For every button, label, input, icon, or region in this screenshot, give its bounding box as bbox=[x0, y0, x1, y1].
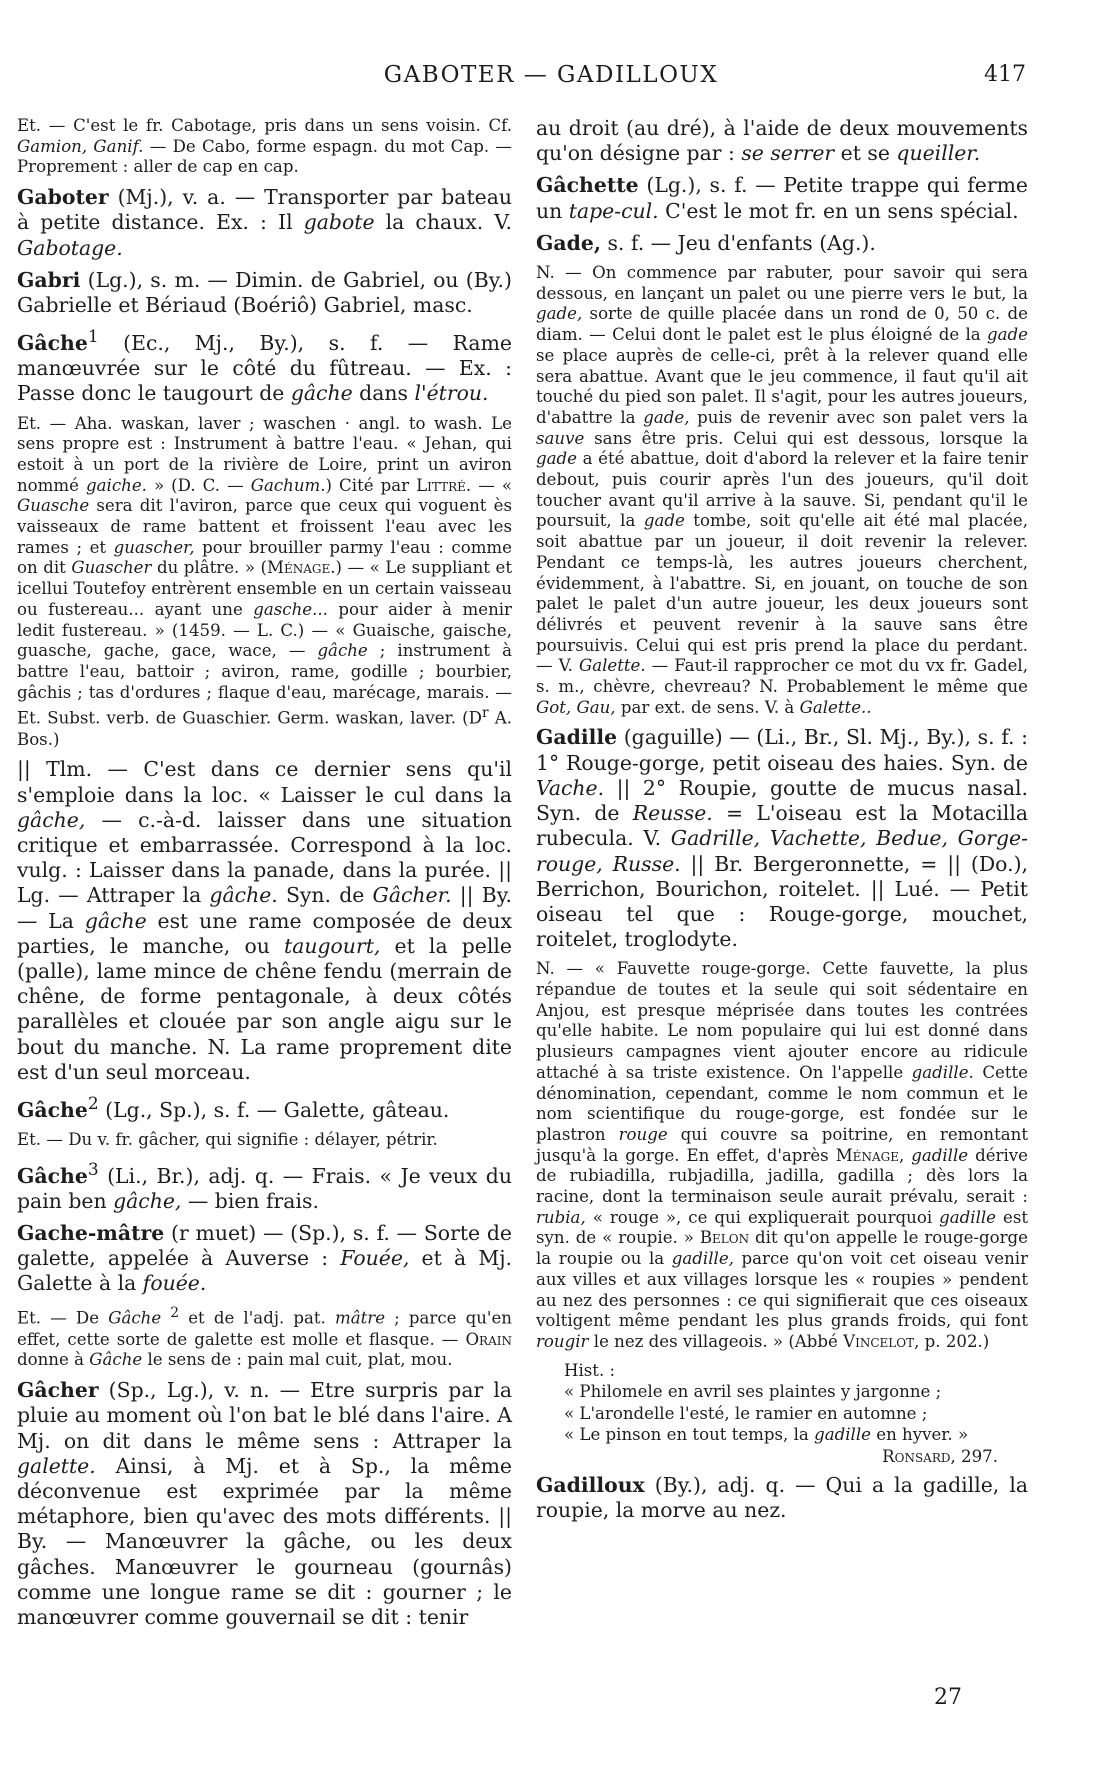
entry-gade: Gade, s. f. — Jeu d'enfants (Ag.). bbox=[536, 230, 876, 255]
entry-gachette: Gâchette (Lg.), s. f. — Petite trappe qui ferme un tape-cul. C'est le mot fr. en un sens spécial. bbox=[536, 173, 1028, 223]
entry-gache-1: Gâche$^1$ (Ec., Mj., By.), s. f. — Rame manœuvrée sur le côté du fûtreau. — Ex. : Passe donc le taugourt de gâche dans l'étrou. bbox=[17, 327, 512, 406]
right-column bbox=[536, 116, 1028, 1531]
etymology-gache-1: Et. — Aha. waskan, laver ; waschen · angl. to wash. Le sens propre est : Instrument à battre l'eau. « Jehan, qui estoit à un port de la rivière de Loire, print un aviron nommé gaiche. » (D. C. — Gachum.) Cité par Littré. — « Guasche sera dit l'aviron, parce que ceux qui voguent ès vaisseaux de rame battent et froissent l'eau avec les rames ; et guascher, pour brouiller parmy l'eau : comme on dit Guascher du plâtre. » (Ménage.) — « Le suppliant et icellui Toutefoy entrèrent ensemble en un certain vaisseau ou fustereau... ayant une gasche... pour aider à menir ledit fustereau. » (1459. — L. C.) — « Guaische, gaische, guasche, gache, gace, wace, — gâche ; instrument à battre l'eau, battoir ; aviron, rame, godille ; bourbier, gâchis ; tas d'ordures ; flaque d'eau, marécage, marais. — Et. Subst. verb. de Guaschier. Germ. waskan, laver. ($D^r$ A. Bos.) bbox=[17, 413, 512, 749]
historical-quotation bbox=[536, 1360, 1028, 1468]
hist-label: Hist. : bbox=[564, 1360, 616, 1380]
headword: Gadilloux bbox=[536, 1473, 645, 1498]
verse-line: « Philomele en avril ses plaintes y jargonne ; bbox=[564, 1382, 942, 1402]
verse-line: « L'arondelle l'esté, le ramier en automne ; bbox=[564, 1403, 928, 1423]
headword: Gade, bbox=[536, 230, 601, 255]
entry-gadille: Gadille (gaguille) — (Li., Br., Sl. Mj., By.), s. f. : 1° Rouge-gorge, petit oiseau des haies. Syn. de Vache. || 2° Roupie, goutte de mucus nasal. Syn. de Reusse. = L'oiseau est la Motacilla rubecula. V. Gadrille, Vachette, Bedue, Gorge-rouge, Russe. || Br. Bergeronnette, = || (Do.), Berrichon, Bourichon, roitelet. || Lué. — Petit oiseau tel que : Rouge-gorge, mouchet, roitelet, troglodyte. bbox=[536, 725, 1029, 952]
entry-gadilloux: Gadilloux (By.), adj. q. — Qui a la gadille, la roupie, la morve au nez. bbox=[536, 1473, 1028, 1523]
entry-gache-2: Gâche$^2$ (Lg., Sp.), s. f. — Galette, gâteau. bbox=[17, 1093, 450, 1122]
page-number: 417 bbox=[984, 62, 1026, 87]
headword: Gache-mâtre bbox=[17, 1220, 165, 1245]
headword: Gaboter bbox=[17, 185, 109, 210]
headword: Gadille bbox=[536, 725, 618, 750]
left-column bbox=[17, 116, 512, 1637]
note-gadille: N. — « Fauvette rouge-gorge. Cette fauvette, la plus répandue de toutes et la seule qui soit sédentaire en Anjou, est presque méprisée dans toutes les contrées qu'elle habite. Le nom populaire qui lui est donné dans plusieurs campagnes vient ajouter encore au ridicule attaché à sa triste existence. On l'appelle gadille. Cette dénomination, cependant, comme le nom commun et le nom scientifique du rouge-gorge, est fondée sur le plastron rouge qui couvre sa poitrine, en remontant jusqu'à la gorge. En effet, d'après Ménage, gadille dérive de rubiadilla, rubjadilla, jadilla, gadilla ; dès lors la racine, dont la terminaison seule aurait prévalu, serait : rubia, « rouge », ce qui expliquerait pourquoi gadille est syn. de « roupie. » Belon dit qu'on appelle le rouge-gorge la roupie ou la gadille, parce qu'on voit cet oiseau venir aux villes et aux villages lorsque les « roupies » pendent au nez des personnes : ce qui signifierait que ces oiseaux voltigent même pendant les plus grands froids, qui font rougir le nez des villageois. » (Abbé Vincelot, p. 202.) bbox=[536, 959, 1029, 1351]
headword: Gabri bbox=[17, 267, 81, 292]
headword: Gâche bbox=[17, 330, 88, 355]
entry-gabri: Gabri (Lg.), s. m. — Dimin. de Gabriel, ou (By.) Gabrielle et Bériaud (Boériô) Gabriel, masc. bbox=[17, 267, 512, 317]
verse-line: « Le pinson en tout temps, la gadille en hyver. » bbox=[564, 1425, 969, 1445]
headword: Gâche bbox=[17, 1097, 88, 1122]
entry-gacher: Gâcher (Sp., Lg.), v. n. — Etre surpris par la pluie au moment où l'on bat le blé dans l'aire. A Mj. on dit dans le même sens : Attraper la galette. Ainsi, à Mj. et à Sp., la même déconvenue est exprimée par la même métaphore, bien qu'avec des mots différents. || By. — Manœuvrer la gâche, ou les deux gâches. Manœuvrer le gourneau (gournâs) comme une longue rame se dit : gourner ; le manœuvrer comme gouvernail se dit : tenir bbox=[17, 1378, 512, 1629]
signature-mark: 27 bbox=[934, 1685, 962, 1710]
etymology-gache-matre: Et. — De Gâche $^2$ et de l'adj. pat. mâtre ; parce qu'en effet, cette sorte de galette est molle et flasque. — Orain donne à Gâche le sens de : pain mal cuit, plat, mou. bbox=[17, 1305, 512, 1370]
headword: Gâche bbox=[17, 1163, 88, 1188]
etymology-gabotage: Et. — C'est le fr. Cabotage, pris dans un sens voisin. Cf. Gamion, Ganif. — De Cabo, forme espagn. du mot Cap. — Proprement : aller de cap en cap. bbox=[17, 116, 512, 177]
headword: Gâchette bbox=[536, 173, 639, 198]
entry-gaboter: Gaboter (Mj.), v. a. — Transporter par bateau à petite distance. Ex. : Il gabote la chaux. V. Gabotage. bbox=[17, 185, 512, 260]
entry-gache-matre: Gache-mâtre (r muet) — (Sp.), s. f. — Sorte de galette, appelée à Auverse : Fouée, et à Mj. Galette à la fouée. bbox=[17, 1220, 512, 1296]
running-header bbox=[0, 62, 1102, 92]
quote-source: Ronsard, 297. bbox=[882, 1446, 998, 1466]
entry-gacher-continued: au droit (au dré), à l'aide de deux mouvements qu'on désigne par : se serrer et se queiller. bbox=[536, 116, 1028, 166]
usage-gache-1: || Tlm. — C'est dans ce dernier sens qu'il s'emploie dans la loc. « Laisser le cul dans la gâche, — c.-à-d. laisser dans une situation critique et embarrassée. Correspond à la loc. vulg. : Laisser dans la panade, dans la purée. || Lg. — Attraper la gâche. Syn. de Gâcher. || By. — La gâche est une rame composée de deux parties, le manche, ou taugourt, et la pelle (palle), lame mince de chêne fendu (merrain de chêne, de forme pentagonale, à deux côtés parallèles et clouée par son angle aigu sur le bout du manche. N. La rame proprement dite est d'un seul morceau. bbox=[17, 757, 513, 1084]
page-title: GABOTER — GADILLOUX bbox=[383, 62, 719, 88]
headword: Gâcher bbox=[17, 1378, 99, 1403]
note-gade: N. — On commence par rabuter, pour savoir qui sera dessous, en lançant un palet ou une pierre vers le but, la gade, sorte de quille placée dans un rond de 0, 50 c. de diam. — Celui dont le palet est le plus éloigné de la gade se place auprès de celle-ci, prêt à la relever quand elle sera abattue. Avant que le jeu commence, il faut qu'il ait touché du pied son palet. Il s'agit, pour les autres joueurs, d'abattre la gade, puis de revenir avec son palet vers la sauve sans être pris. Celui qui est dessous, lorsque la gade a été abattue, doit d'abord la relever et la faire tenir debout, puis courir après l'un des joueurs, qu'il doit toucher avant qu'il arrive à la sauve. Si, pendant qu'il le poursuit, la gade tombe, soit qu'elle ait été mal placée, soit abattue par un joueur, il doit revenir la relever. Pendant ce temps-là, les autres joueurs cherchent, évidemment, à l'abattre. Si, en jouant, on touche de son palet le palet d'un autre joueur, les deux joueurs sont délivrés et peuvent revenir à la sauve sans être poursuivis. Celui qui est pris prend la place du perdant. — V. Galette. — Faut-il rapprocher ce mot du vx fr. Gadel, s. m., chèvre, chevreau? N. Probablement le même que Got, Gau, par ext. de sens. V. à Galette.. bbox=[536, 263, 1029, 717]
etymology-gache-2: Et. — Du v. fr. gâcher, qui signifie : délayer, pétrir. bbox=[17, 1129, 438, 1149]
entry-gache-3: Gâche$^3$ (Li., Br.), adj. q. — Frais. « Je veux du pain ben gâche, — bien frais. bbox=[17, 1159, 512, 1213]
